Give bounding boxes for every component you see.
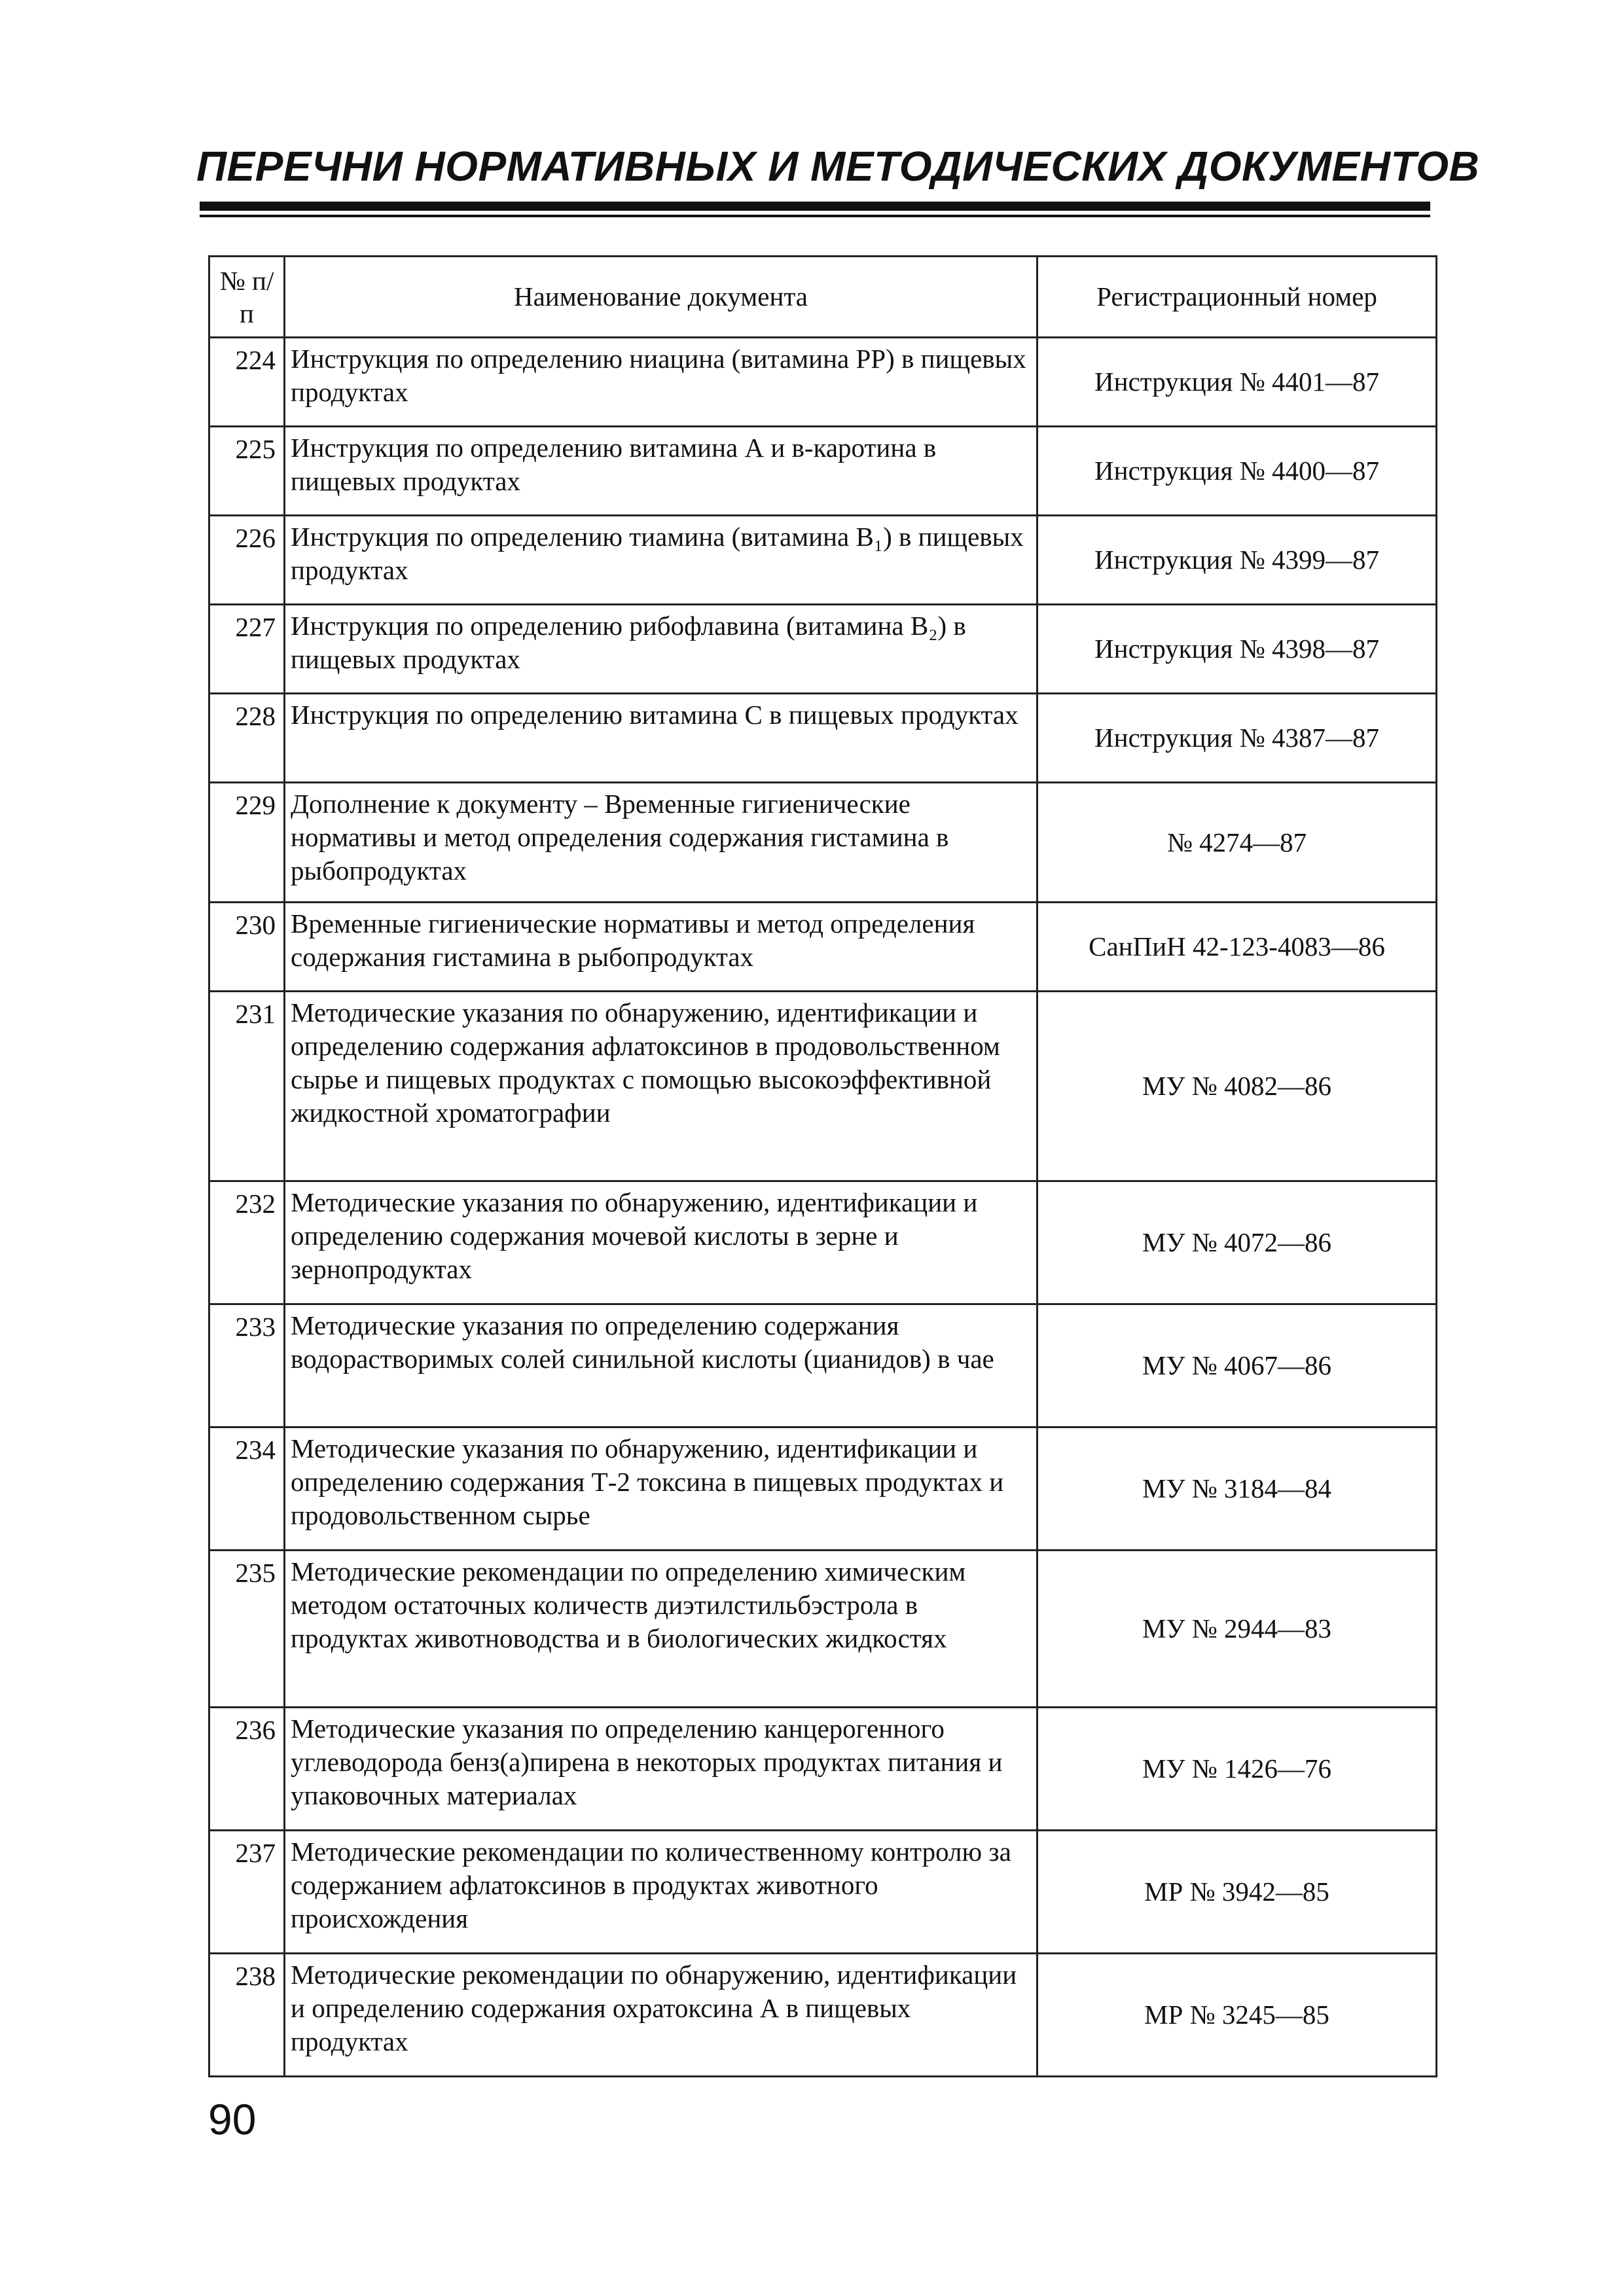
table-row bbox=[209, 338, 1437, 427]
row-number: 229 bbox=[209, 783, 285, 903]
row-number: 238 bbox=[209, 1954, 285, 2077]
header-rule-thin bbox=[200, 215, 1430, 217]
registration-number: МУ № 3184—84 bbox=[1038, 1427, 1437, 1551]
registration-number: Инструкция № 4387—87 bbox=[1038, 694, 1437, 783]
page-number: 90 bbox=[208, 2095, 257, 2144]
document-name: Инструкция по определению витамина С в пищевых продуктах bbox=[285, 694, 1038, 783]
registration-number: № 4274—87 bbox=[1038, 783, 1437, 903]
row-number: 227 bbox=[209, 605, 285, 694]
header-rule-thick bbox=[200, 202, 1430, 211]
registration-number: Инструкция № 4398—87 bbox=[1038, 605, 1437, 694]
table-row bbox=[209, 1954, 1437, 2077]
registration-number: МУ № 2944—83 bbox=[1038, 1551, 1437, 1708]
document-name: Временные гигиенические нормативы и метод определения содержания гистамина в рыбопродуктах bbox=[285, 903, 1038, 992]
table-row bbox=[209, 1427, 1437, 1551]
document-name: Методические рекомендации по обнаружению, идентификации и определению содержания охратоксина А в пищевых продуктах bbox=[285, 1954, 1038, 2077]
table-row bbox=[209, 992, 1437, 1181]
column-header-name: Наименование документа bbox=[285, 257, 1038, 338]
document-name: Инструкция по определению ниацина (витамина РР) в пищевых продуктах bbox=[285, 338, 1038, 427]
document-name: Методические рекомендации по определению химическим методом остаточных количеств диэтилстильбэстрола в продуктах животноводства и в биологических жидкостях bbox=[285, 1551, 1038, 1708]
registration-number: Инструкция № 4400—87 bbox=[1038, 427, 1437, 516]
document-name: Инструкция по определению тиамина (витамина B₁) в пищевых продуктах bbox=[285, 516, 1038, 605]
registration-number: СанПиН 42-123-4083—86 bbox=[1038, 903, 1437, 992]
table-row bbox=[209, 1181, 1437, 1304]
row-number: 236 bbox=[209, 1708, 285, 1831]
table-row bbox=[209, 1708, 1437, 1831]
document-name: Методические указания по определению содержания водорастворимых солей синильной кислоты (цианидов) в чае bbox=[285, 1304, 1038, 1427]
column-header-reg: Регистрационный номер bbox=[1038, 257, 1437, 338]
row-number: 233 bbox=[209, 1304, 285, 1427]
registration-number: МР № 3942—85 bbox=[1038, 1831, 1437, 1954]
row-number: 237 bbox=[209, 1831, 285, 1954]
registration-number: МУ № 4067—86 bbox=[1038, 1304, 1437, 1427]
registration-number: МР № 3245—85 bbox=[1038, 1954, 1437, 2077]
registration-number: Инструкция № 4399—87 bbox=[1038, 516, 1437, 605]
table-row bbox=[209, 605, 1437, 694]
page-header-title: ПЕРЕЧНИ НОРМАТИВНЫХ И МЕТОДИЧЕСКИХ ДОКУМЕНТОВ bbox=[196, 143, 1480, 190]
row-number: 234 bbox=[209, 1427, 285, 1551]
table-row bbox=[209, 1831, 1437, 1954]
document-name: Инструкция по определению рибофлавина (витамина B₂) в пищевых продуктах bbox=[285, 605, 1038, 694]
table-row bbox=[209, 1304, 1437, 1427]
row-number: 235 bbox=[209, 1551, 285, 1708]
table-row bbox=[209, 694, 1437, 783]
row-number: 232 bbox=[209, 1181, 285, 1304]
registration-number: МУ № 1426—76 bbox=[1038, 1708, 1437, 1831]
table-row bbox=[209, 903, 1437, 992]
row-number: 230 bbox=[209, 903, 285, 992]
document-name: Методические указания по обнаружению, идентификации и определению содержания мочевой кислоты в зерне и зернопродуктах bbox=[285, 1181, 1038, 1304]
table-row bbox=[209, 1551, 1437, 1708]
document-name: Методические указания по обнаружению, идентификации и определению содержания Т-2 токсина в пищевых продуктах и продовольственном сырье bbox=[285, 1427, 1038, 1551]
row-number: 228 bbox=[209, 694, 285, 783]
row-number: 226 bbox=[209, 516, 285, 605]
table-row bbox=[209, 783, 1437, 903]
registration-number: МУ № 4082—86 bbox=[1038, 992, 1437, 1181]
row-number: 231 bbox=[209, 992, 285, 1181]
registration-number: Инструкция № 4401—87 bbox=[1038, 338, 1437, 427]
row-number: 225 bbox=[209, 427, 285, 516]
registration-number: МУ № 4072—86 bbox=[1038, 1181, 1437, 1304]
document-name: Методические указания по определению канцерогенного углеводорода бенз(а)пирена в некоторых продуктах питания и упаковочных материалах bbox=[285, 1708, 1038, 1831]
document-name: Методические указания по обнаружению, идентификации и определению содержания афлатоксинов в продовольственном сырье и пищевых продуктах с помощью высокоэффективной жидкостной хроматографии bbox=[285, 992, 1038, 1181]
document-name: Дополнение к документу – Временные гигиенические нормативы и метод определения содержания гистамина в рыбопродуктах bbox=[285, 783, 1038, 903]
row-number: 224 bbox=[209, 338, 285, 427]
table-row bbox=[209, 427, 1437, 516]
table-header-row bbox=[209, 257, 1437, 338]
document-name: Методические рекомендации по количественному контролю за содержанием афлатоксинов в продуктах животного происхождения bbox=[285, 1831, 1038, 1954]
column-header-num: № п/п bbox=[209, 257, 285, 338]
table-row bbox=[209, 516, 1437, 605]
document-name: Инструкция по определению витамина А и в-каротина в пищевых продуктах bbox=[285, 427, 1038, 516]
documents-table bbox=[208, 255, 1437, 2077]
